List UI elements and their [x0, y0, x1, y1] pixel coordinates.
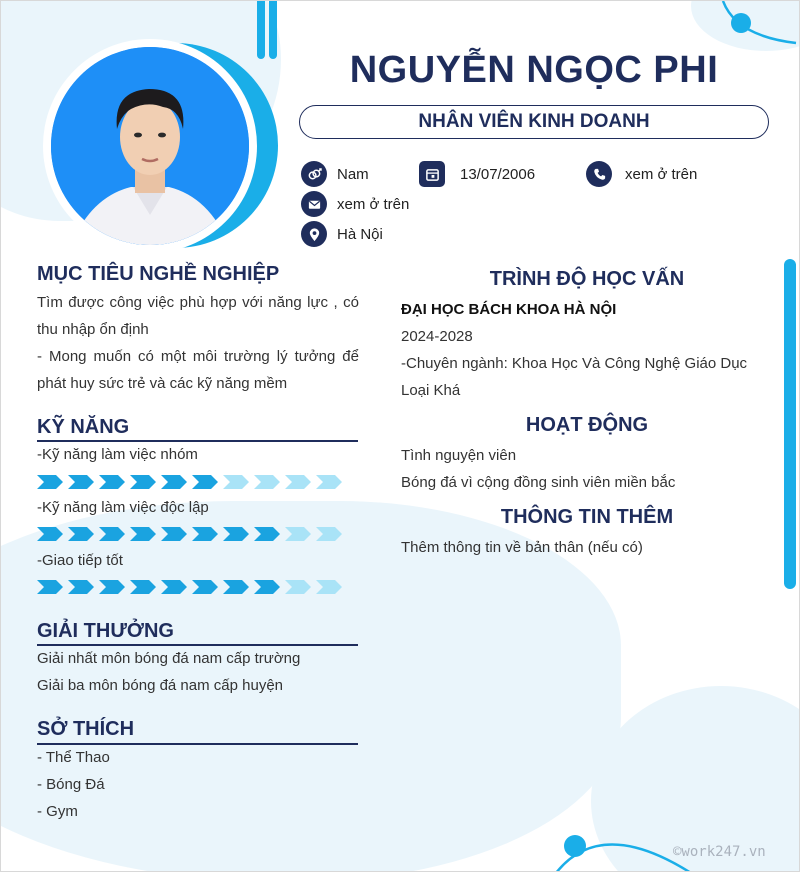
skill-label: -Kỹ năng làm việc độc lập [37, 499, 209, 516]
skill-rating [37, 580, 347, 594]
skill-arrow-filled [99, 527, 125, 541]
skill-arrow-filled [161, 527, 187, 541]
school-name: ĐẠI HỌC BÁCH KHOA HÀ NỘI [401, 301, 617, 318]
objective-title: MỤC TIÊU NGHỀ NGHIỆP [37, 263, 280, 285]
email-info [301, 191, 409, 217]
gender-info [301, 161, 369, 187]
skill-arrow-filled [161, 580, 187, 594]
location-icon [301, 221, 327, 247]
awards-title: GIẢI THƯỞNG [37, 620, 174, 642]
education-grade: Loại Khá [401, 382, 461, 399]
education-title: TRÌNH ĐỘ HỌC VẤN [489, 268, 685, 290]
avatar-photo [51, 47, 249, 245]
email-value: xem ở trên [337, 195, 410, 213]
activity-item: Tình nguyện viên [401, 447, 517, 464]
skill-arrow-filled [68, 527, 94, 541]
skill-rating [37, 527, 347, 541]
phone-info [586, 161, 697, 187]
objective-line: Tìm được công việc phù hợp với năng lực , có thu nhập ổn định [37, 294, 359, 338]
skill-arrow-filled [192, 580, 218, 594]
skill-arrow-filled [37, 580, 63, 594]
phone-icon [586, 161, 612, 187]
section-divider [37, 440, 358, 442]
education-major: -Chuyên ngành: Khoa Học Và Công Nghệ Giáo Dục [401, 355, 748, 372]
skill-arrow-filled [161, 475, 187, 489]
skill-arrow-empty [316, 475, 342, 489]
section-divider [37, 644, 358, 646]
email-icon [301, 191, 327, 217]
hobby-item: - Thể Thao [37, 749, 110, 766]
gender-icon [301, 161, 327, 187]
birthday-value: 13/07/2006 [460, 165, 536, 183]
candidate-name: NGUYỄN NGỌC PHI [349, 49, 719, 91]
address-info [301, 221, 383, 247]
extra-text: Thêm thông tin về bản thân (nếu có) [401, 539, 643, 556]
gender-value: Nam [337, 165, 369, 183]
skill-arrow-filled [254, 527, 280, 541]
hobby-item: - Bóng Đá [37, 776, 105, 793]
skill-arrow-filled [68, 475, 94, 489]
calendar-icon [419, 161, 445, 187]
skill-arrow-filled [68, 580, 94, 594]
skill-arrow-filled [192, 475, 218, 489]
skill-label: -Giao tiếp tốt [37, 552, 123, 569]
objective-line: - Mong muốn có một môi trường lý tưởng để phát huy sức trẻ và các kỹ năng mềm [37, 348, 359, 392]
skill-arrow-filled [37, 475, 63, 489]
skill-arrow-filled [223, 527, 249, 541]
skills-title: KỸ NĂNG [37, 416, 130, 438]
skill-arrow-empty [316, 580, 342, 594]
skill-arrow-empty [285, 580, 311, 594]
skill-arrow-empty [316, 527, 342, 541]
watermark: ©work247.vn [673, 844, 766, 860]
skill-arrow-filled [37, 527, 63, 541]
award-item: Giải nhất môn bóng đá nam cấp trường [37, 650, 301, 667]
skill-arrow-filled [130, 527, 156, 541]
skill-arrow-filled [223, 580, 249, 594]
award-item: Giải ba môn bóng đá nam cấp huyện [37, 677, 283, 694]
activity-item: Bóng đá vì cộng đồng sinh viên miền bắc [401, 474, 676, 491]
skill-arrow-filled [99, 475, 125, 489]
hobbies-title: SỞ THÍCH [37, 718, 135, 740]
skill-arrow-empty [285, 475, 311, 489]
skill-arrow-filled [254, 580, 280, 594]
extra-title: THÔNG TIN THÊM [500, 506, 674, 528]
birthday-info [419, 161, 535, 187]
skill-arrow-filled [99, 580, 125, 594]
address-value: Hà Nội [337, 225, 383, 243]
skill-arrow-filled [130, 580, 156, 594]
skill-arrow-filled [130, 475, 156, 489]
skill-arrow-filled [192, 527, 218, 541]
phone-value: xem ở trên [625, 165, 698, 183]
skill-arrow-empty [223, 475, 249, 489]
hobby-item: - Gym [37, 803, 78, 820]
section-divider [37, 743, 358, 745]
activities-title: HOẠT ĐỘNG [525, 414, 649, 436]
decorative-side-bar [784, 259, 796, 589]
skill-arrow-empty [254, 475, 280, 489]
skill-label: -Kỹ năng làm việc nhóm [37, 446, 198, 463]
skill-arrow-empty [285, 527, 311, 541]
job-position: NHÂN VIÊN KINH DOANH [299, 105, 769, 139]
skill-rating [37, 475, 347, 489]
education-years: 2024-2028 [401, 328, 473, 345]
